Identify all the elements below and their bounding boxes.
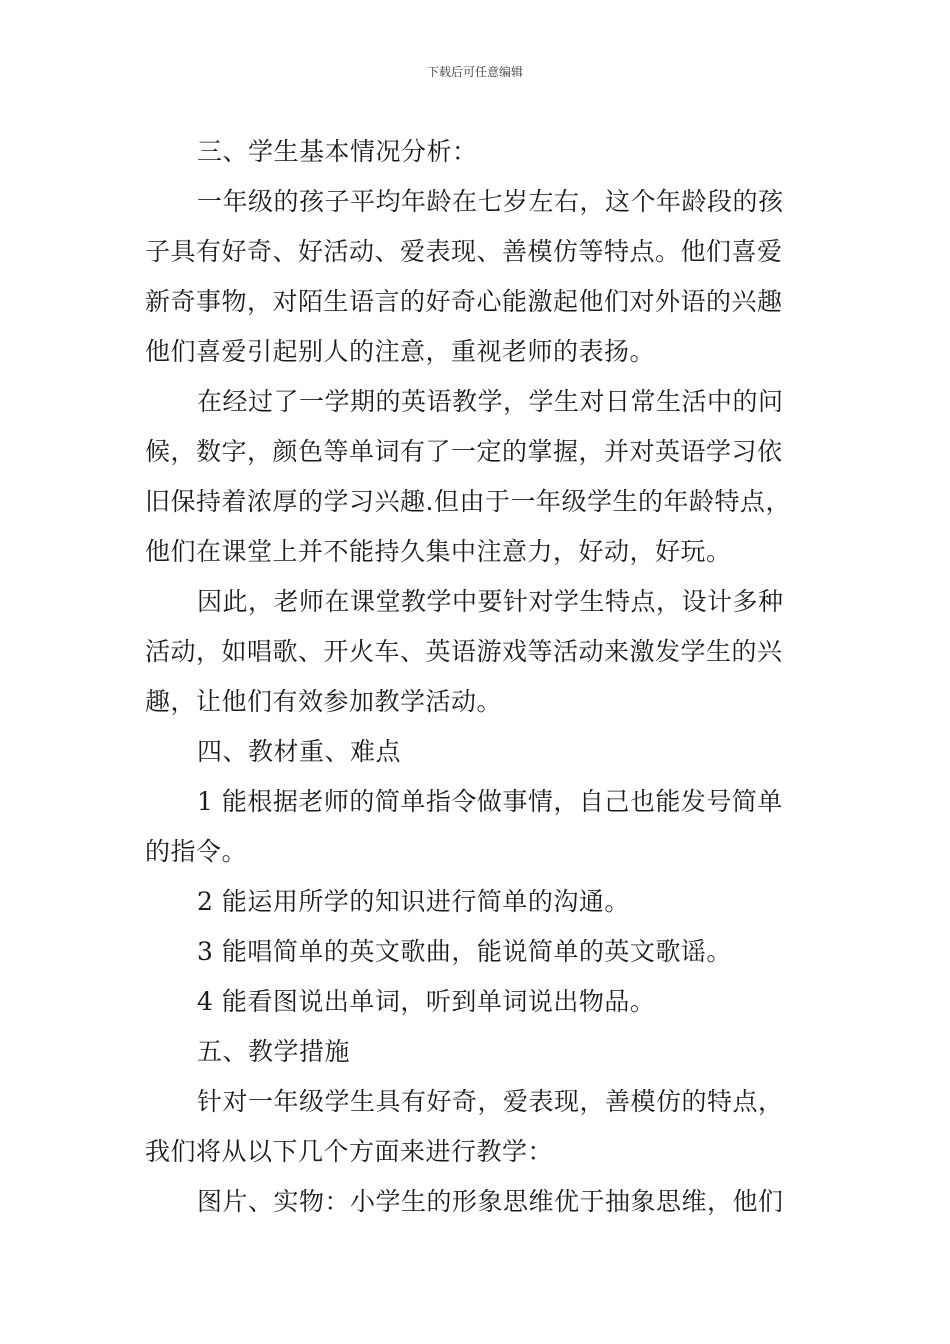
text-line: 趣，让他们有效参加教学活动。: [145, 687, 503, 716]
text-line: 新奇事物，对陌生语言的好奇心能激起他们对外语的兴趣: [145, 287, 783, 316]
text-line: 我们将从以下几个方面来进行教学：: [145, 1137, 554, 1166]
list-item: 3 能唱简单的英文歌曲，能说简单的英文歌谣。: [197, 937, 732, 966]
text-line: 候，数字，颜色等单词有了一定的掌握，并对英语学习依: [145, 437, 783, 466]
list-item: 4 能看图说出单词，听到单词说出物品。: [197, 987, 656, 1016]
download-note: 下载后可任意编辑: [426, 65, 523, 79]
section-heading-4: 四、教材重、难点: [197, 737, 402, 766]
section-heading-3: 三、学生基本情况分析：: [197, 137, 478, 166]
text-line: 他们在课堂上并不能持久集中注意力，好动，好玩。: [145, 537, 732, 566]
section-heading-5: 五、教学措施: [197, 1037, 351, 1066]
text-line: 针对一年级学生具有好奇，爱表现，善模仿的特点，: [197, 1087, 784, 1116]
text-line: 他们喜爱引起别人的注意，重视老师的表扬。: [145, 337, 656, 366]
text-line: 一年级的孩子平均年龄在七岁左右，这个年龄段的孩: [197, 187, 784, 216]
text-line: 子具有好奇、好活动、爱表现、善模仿等特点。他们喜爱: [145, 237, 783, 266]
list-item: 2 能运用所学的知识进行简单的沟通。: [197, 887, 630, 916]
text-line: 活动，如唱歌、开火车、英语游戏等活动来激发学生的兴: [145, 637, 783, 666]
text-line: 在经过了一学期的英语教学，学生对日常生活中的问: [197, 387, 784, 416]
text-line: 的指令。: [145, 837, 248, 866]
list-item: 1 能根据老师的简单指令做事情，自己也能发号简单: [197, 787, 783, 816]
text-line: 因此，老师在课堂教学中要针对学生特点，设计多种: [197, 587, 784, 616]
text-line: 旧保持着浓厚的学习兴趣.但由于一年级学生的年龄特点，: [145, 487, 791, 516]
document-body: [145, 127, 807, 1227]
text-line: 图片、实物：小学生的形象思维优于抽象思维，他们: [197, 1187, 784, 1216]
